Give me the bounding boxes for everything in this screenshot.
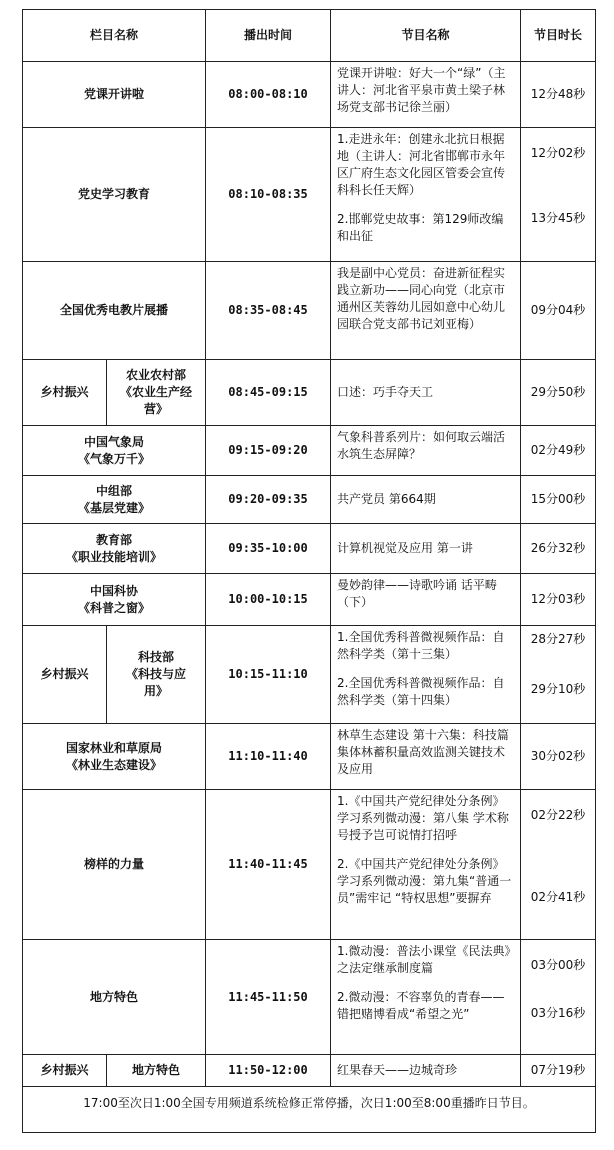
program-item: 2.全国优秀科普微视频作品：自然科学类（第十四集） — [337, 676, 505, 707]
duration: 15分00秒 — [521, 476, 596, 524]
air-time: 10:15-11:10 — [206, 626, 331, 724]
program-item: 曼妙韵律——诗歌吟诵 话平畴（下） — [337, 578, 497, 609]
program-name — [331, 626, 521, 724]
air-time: 11:10-11:40 — [206, 724, 331, 790]
column-line: 国家林业和草原局 — [66, 740, 163, 755]
duration — [521, 626, 596, 724]
program-item: 林草生态建设 第十六集：科技篇 集体林蓄积量高效监测关键技术及应用 — [337, 728, 509, 776]
air-time: 08:00-08:10 — [206, 62, 331, 128]
column-name — [23, 426, 206, 476]
program-item: 计算机视觉及应用 第一讲 — [337, 541, 473, 555]
duration-item: 02分41秒 — [530, 890, 586, 904]
air-time: 11:50-12:00 — [206, 1055, 331, 1087]
duration: 26分32秒 — [521, 524, 596, 574]
program-name — [331, 524, 521, 574]
program-name — [331, 62, 521, 128]
program-item: 2.《中国共产党纪律处分条例》学习系列微动漫：第九集“普通一员”需牢记 “特权思想”要摒弃 — [337, 857, 512, 905]
duration-item: 03分16秒 — [530, 1006, 586, 1020]
column-line: 《气象万千》 — [78, 451, 151, 466]
program-item: 1.全国优秀科普微视频作品：自然科学类（第十三集） — [337, 630, 505, 661]
duration: 07分19秒 — [521, 1055, 596, 1087]
header-column-name: 栏目名称 — [23, 10, 206, 62]
table-row — [23, 524, 596, 574]
column-name — [23, 524, 206, 574]
sub-column-line: 《科技与应用》 — [126, 667, 187, 698]
duration-item: 12分02秒 — [530, 146, 586, 160]
air-time: 11:45-11:50 — [206, 940, 331, 1055]
table-row — [23, 790, 596, 940]
header-duration: 节目时长 — [521, 10, 596, 62]
program-name — [331, 940, 521, 1055]
program-item: 共产党员 第664期 — [337, 492, 436, 506]
table-row — [23, 626, 596, 724]
table-row — [23, 1055, 596, 1087]
group-name: 乡村振兴 — [23, 360, 107, 426]
air-time: 08:45-09:15 — [206, 360, 331, 426]
air-time: 11:40-11:45 — [206, 790, 331, 940]
program-item: 口述：巧手夺天工 — [337, 385, 434, 399]
duration-item: 29分10秒 — [530, 682, 586, 696]
column-name — [23, 476, 206, 524]
table-row — [23, 940, 596, 1055]
sub-column-name — [107, 626, 206, 724]
table-row — [23, 574, 596, 626]
duration: 12分03秒 — [521, 574, 596, 626]
duration: 09分04秒 — [521, 262, 596, 360]
program-item: 1.《中国共产党纪律处分条例》学习系列微动漫：第八集 学术称号授予岂可说情打招呼 — [337, 794, 509, 842]
air-time: 10:00-10:15 — [206, 574, 331, 626]
column-name: 全国优秀电教片展播 — [23, 262, 206, 360]
column-line: 《职业技能培训》 — [66, 549, 163, 564]
air-time: 09:15-09:20 — [206, 426, 331, 476]
air-time: 09:35-10:00 — [206, 524, 331, 574]
program-name — [331, 724, 521, 790]
column-line: 教育部 — [96, 532, 133, 547]
air-time: 08:35-08:45 — [206, 262, 331, 360]
column-line: 《林业生态建设》 — [66, 757, 163, 772]
program-item: 红果春天——边城奇珍 — [337, 1063, 458, 1077]
group-name: 乡村振兴 — [23, 1055, 107, 1087]
table-row — [23, 62, 596, 128]
program-item: 我是副中心党员：奋进新征程实践立新功——同心向党（北京市通州区芙蓉幼儿园如意中心幼儿园联合党支部书记刘亚梅） — [337, 266, 506, 331]
column-line: 《基层党建》 — [78, 500, 151, 515]
program-name — [331, 476, 521, 524]
header-program-name: 节目名称 — [331, 10, 521, 62]
column-name: 党课开讲啦 — [23, 62, 206, 128]
column-line: 中国科协 — [90, 583, 139, 598]
table-row — [23, 128, 596, 262]
sub-column-line: 科技部 — [138, 650, 175, 664]
table-row — [23, 426, 596, 476]
program-item: 气象科普系列片：如何取云端活水筑生态屏障？ — [337, 430, 506, 461]
footer-note: 17:00至次日1:00全国专用频道系统检修正常停播，次日1:00至8:00重播昨日节目。 — [23, 1087, 596, 1133]
column-name: 榜样的力量 — [23, 790, 206, 940]
program-item: 1.走进永年：创建永北抗日根据地（主讲人：河北省邯郸市永年区广府生态文化园区管委会宣传科科长任天辉） — [337, 132, 506, 197]
duration — [521, 940, 596, 1055]
column-name — [23, 574, 206, 626]
table-header-row — [23, 10, 596, 62]
duration: 30分02秒 — [521, 724, 596, 790]
duration-item: 13分45秒 — [530, 211, 586, 225]
table-row — [23, 262, 596, 360]
program-name — [331, 1055, 521, 1087]
sub-column-name: 地方特色 — [107, 1055, 206, 1087]
air-time: 08:10-08:35 — [206, 128, 331, 262]
column-name: 地方特色 — [23, 940, 206, 1055]
sub-column-line: 农业农村部 — [126, 368, 187, 382]
header-air-time: 播出时间 — [206, 10, 331, 62]
duration — [521, 790, 596, 940]
program-name — [331, 426, 521, 476]
table-row — [23, 476, 596, 524]
program-name — [331, 360, 521, 426]
schedule-table — [22, 9, 596, 1133]
table-row — [23, 724, 596, 790]
program-name — [331, 128, 521, 262]
column-name: 党史学习教育 — [23, 128, 206, 262]
air-time: 09:20-09:35 — [206, 476, 331, 524]
sub-column-name — [107, 360, 206, 426]
column-line: 中国气象局 — [84, 434, 145, 449]
column-line: 中组部 — [96, 483, 133, 498]
duration: 02分49秒 — [521, 426, 596, 476]
duration — [521, 128, 596, 262]
program-item: 1.微动漫：普法小课堂《民法典》之法定继承制度篇 — [337, 944, 511, 975]
duration: 29分50秒 — [521, 360, 596, 426]
duration: 12分48秒 — [521, 62, 596, 128]
duration-item: 28分27秒 — [530, 632, 586, 646]
program-item: 党课开讲啦：好大一个“绿”（主讲人：河北省平泉市黄土梁子林场党支部书记徐兰丽） — [337, 66, 506, 114]
duration-item: 03分00秒 — [530, 958, 586, 972]
program-name — [331, 790, 521, 940]
duration-item: 02分22秒 — [530, 808, 586, 822]
table-row — [23, 360, 596, 426]
footer-row — [23, 1087, 596, 1133]
program-name — [331, 262, 521, 360]
column-line: 《科普之窗》 — [78, 600, 151, 615]
program-item: 2.邯郸党史故事：第129师改编和出征 — [337, 212, 504, 243]
group-name: 乡村振兴 — [23, 626, 107, 724]
column-name — [23, 724, 206, 790]
program-name — [331, 574, 521, 626]
program-item: 2.微动漫：不容辜负的青春——错把赌博看成“希望之光” — [337, 990, 505, 1021]
sub-column-line: 《农业生产经营》 — [120, 385, 193, 416]
